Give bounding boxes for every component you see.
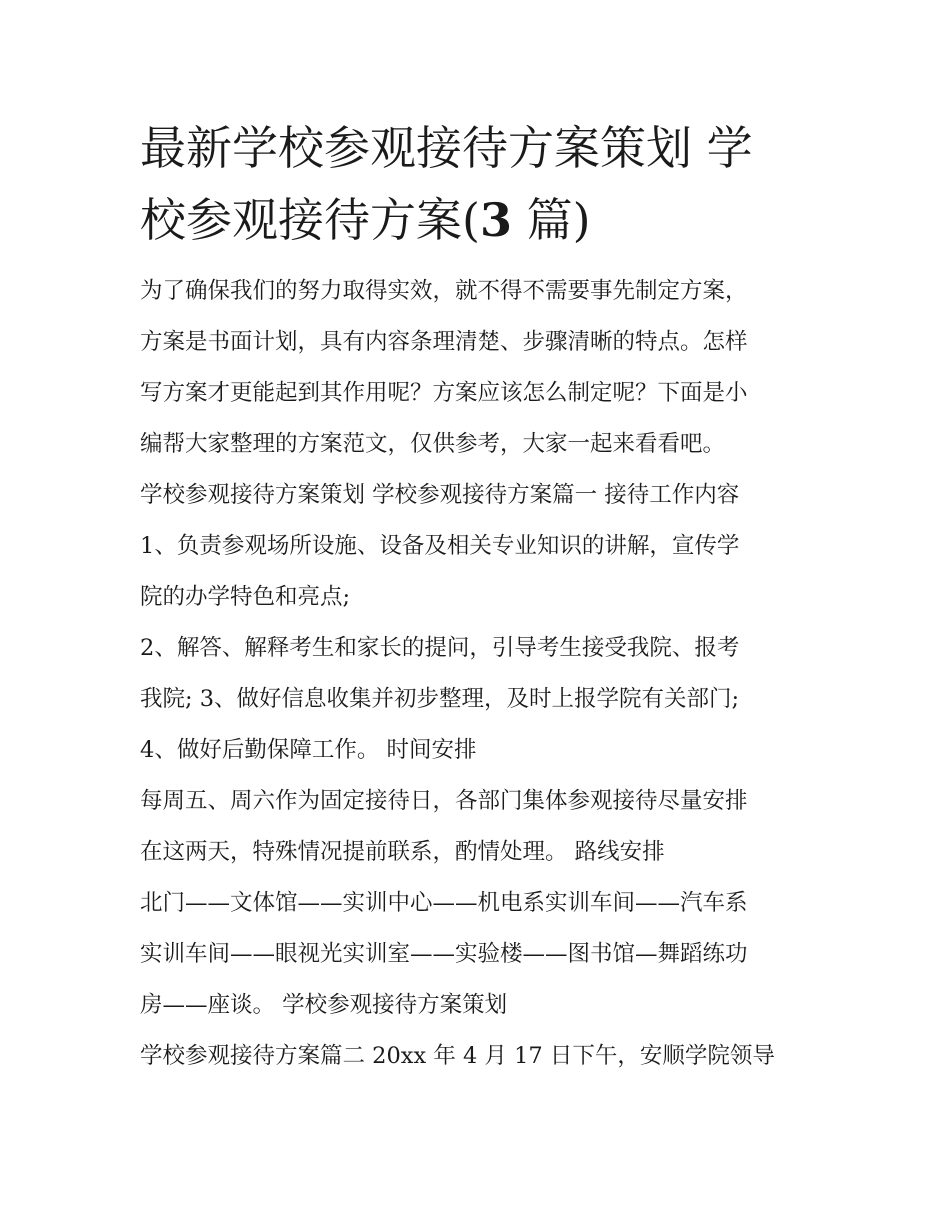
text-line: 每周五、周六作为固定接待日，各部门集体参观接待尽量安排 <box>140 788 748 814</box>
title-line-1: 最新学校参观接待方案策划 学 <box>140 121 753 175</box>
text-line: 4、做好后勤保障工作。 时间安排 <box>140 737 477 763</box>
text-line: 方案是书面计划，具有内容条理清楚、步骤清晰的特点。怎样 <box>140 329 748 355</box>
text-line: 北门——文体馆——实训中心——机电系实训车间——汽车系 <box>140 890 748 916</box>
text-line: 在这两天，特殊情况提前联系，酌情处理。 路线安排 <box>140 839 665 865</box>
text-line: 我院; 3、做好信息收集并初步整理，及时上报学院有关部门; <box>140 686 740 712</box>
title-line-2-number: 3 <box>479 193 512 247</box>
text-line: 学校参观接待方案策划 学校参观接待方案篇一 接待工作内容 <box>140 482 740 508</box>
document-content <box>140 112 820 1082</box>
text-line: 学校参观接待方案篇二 20xx 年 4 月 17 日下午，安顺学院领导 <box>140 1043 775 1069</box>
text-line: 编帮大家整理的方案范文，仅供参考，大家一起来看看吧。 <box>140 431 726 457</box>
text-line: 实训车间——眼视光实训室——实验楼——图书馆—舞蹈练功 <box>140 941 748 967</box>
text-line: 院的办学特色和亮点; <box>140 584 351 610</box>
title-line-2-suffix: 篇) <box>511 193 591 247</box>
text-line: 写方案才更能起到其作用呢？方案应该怎么制定呢？下面是小 <box>140 380 748 406</box>
text-line: 房——座谈。 学校参观接待方案策划 <box>140 992 508 1018</box>
text-line: 1、负责参观场所设施、设备及相关专业知识的讲解，宣传学 <box>140 533 740 559</box>
document-title <box>140 112 820 256</box>
text-line: 为了确保我们的努力取得实效，就不得不需要事先制定方案， <box>140 278 748 304</box>
title-line-2-prefix: 校参观接待方案( <box>140 193 480 247</box>
text-line: 2、解答、解释考生和家长的提问，引导考生接受我院、报考 <box>140 635 740 661</box>
